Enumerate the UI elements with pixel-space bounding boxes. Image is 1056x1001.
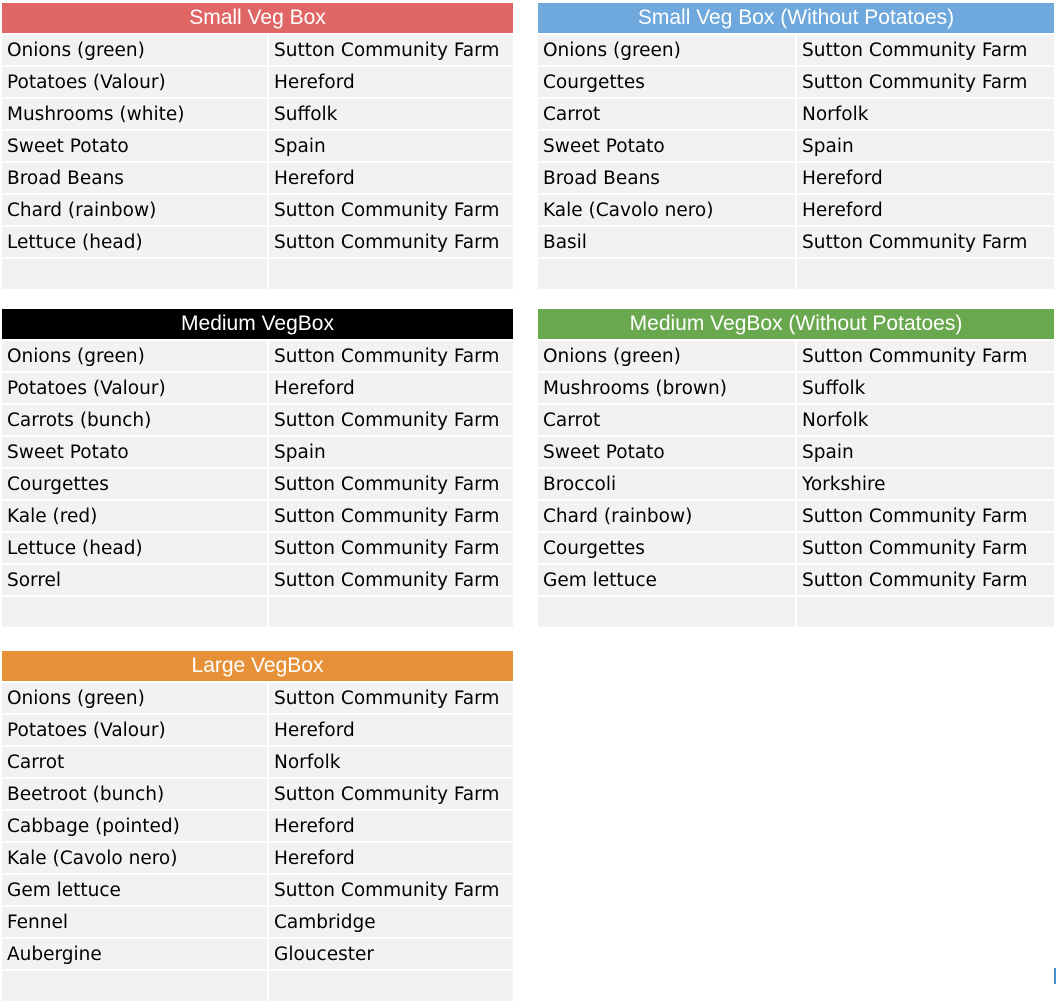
origin-cell — [269, 597, 513, 627]
vegetable-cell: Potatoes (Valour) — [2, 715, 267, 745]
origin-cell — [269, 259, 513, 289]
origin-cell: Sutton Community Farm — [269, 195, 513, 225]
origin-cell: Spain — [797, 437, 1054, 467]
table-row — [2, 779, 513, 809]
table-row — [2, 35, 513, 65]
vegetable-cell — [538, 597, 795, 627]
vegetable-cell: Onions (green) — [2, 341, 267, 371]
origin-cell: Cambridge — [269, 907, 513, 937]
table-row — [2, 437, 513, 467]
origin-cell: Sutton Community Farm — [269, 35, 513, 65]
vegetable-cell: Gem lettuce — [2, 875, 267, 905]
table-row — [2, 195, 513, 225]
vegetable-cell: Kale (Cavolo nero) — [538, 195, 795, 225]
vegetable-cell: Carrot — [538, 99, 795, 129]
vegetable-cell: Onions (green) — [538, 341, 795, 371]
vegetable-cell: Chard (rainbow) — [2, 195, 267, 225]
origin-cell: Sutton Community Farm — [269, 341, 513, 371]
table-row — [2, 683, 513, 713]
table-row — [2, 67, 513, 97]
vegetable-cell: Mushrooms (brown) — [538, 373, 795, 403]
table-row — [538, 373, 1054, 403]
origin-cell: Gloucester — [269, 939, 513, 969]
table-row — [538, 405, 1054, 435]
table-row — [2, 971, 513, 1001]
origin-cell: Yorkshire — [797, 469, 1054, 499]
table-row — [2, 533, 513, 563]
table-row — [538, 99, 1054, 129]
table-row — [538, 469, 1054, 499]
table-row — [2, 843, 513, 873]
box-title: Large VegBox — [2, 651, 513, 681]
table-row — [538, 67, 1054, 97]
box-title: Medium VegBox — [2, 309, 513, 339]
vegetable-cell: Carrot — [2, 747, 267, 777]
vegetable-cell: Broad Beans — [2, 163, 267, 193]
vegetable-cell: Sweet Potato — [538, 131, 795, 161]
table-row — [2, 373, 513, 403]
table-row — [538, 565, 1054, 595]
origin-cell: Sutton Community Farm — [269, 779, 513, 809]
table-row — [2, 227, 513, 257]
table-row — [2, 405, 513, 435]
vegetable-cell — [2, 259, 267, 289]
origin-cell: Sutton Community Farm — [269, 405, 513, 435]
medium-vegbox-without-potatoes — [538, 309, 1054, 627]
vegetable-cell: Cabbage (pointed) — [2, 811, 267, 841]
table-row — [2, 907, 513, 937]
table-row — [2, 259, 513, 289]
table-row — [538, 533, 1054, 563]
table-row — [538, 597, 1054, 627]
box-title: Small Veg Box — [2, 3, 513, 33]
vegetable-cell: Courgettes — [538, 67, 795, 97]
vegetable-cell: Potatoes (Valour) — [2, 373, 267, 403]
origin-cell: Norfolk — [797, 405, 1054, 435]
vegetable-cell: Gem lettuce — [538, 565, 795, 595]
vegetable-cell: Chard (rainbow) — [538, 501, 795, 531]
origin-cell: Spain — [269, 437, 513, 467]
table-row — [2, 597, 513, 627]
origin-cell: Sutton Community Farm — [797, 35, 1054, 65]
table-row — [2, 811, 513, 841]
table-row — [2, 715, 513, 745]
vegetable-cell: Mushrooms (white) — [2, 99, 267, 129]
table-row — [2, 875, 513, 905]
box-title: Small Veg Box (Without Potatoes) — [538, 3, 1054, 33]
vegetable-cell: Basil — [538, 227, 795, 257]
vegetable-cell — [2, 597, 267, 627]
origin-cell: Hereford — [269, 715, 513, 745]
origin-cell: Norfolk — [797, 99, 1054, 129]
table-row — [538, 341, 1054, 371]
origin-cell — [269, 971, 513, 1001]
origin-cell: Hereford — [797, 195, 1054, 225]
origin-cell: Hereford — [269, 843, 513, 873]
table-row — [538, 195, 1054, 225]
table-row — [538, 163, 1054, 193]
origin-cell: Sutton Community Farm — [269, 875, 513, 905]
table-row — [2, 341, 513, 371]
table-row — [2, 501, 513, 531]
origin-cell: Sutton Community Farm — [269, 469, 513, 499]
origin-cell: Hereford — [269, 67, 513, 97]
table-row — [2, 469, 513, 499]
vegetable-cell: Aubergine — [2, 939, 267, 969]
vegetable-cell: Beetroot (bunch) — [2, 779, 267, 809]
origin-cell: Spain — [797, 131, 1054, 161]
vegetable-cell: Sweet Potato — [538, 437, 795, 467]
origin-cell: Sutton Community Farm — [269, 501, 513, 531]
table-row — [2, 939, 513, 969]
vegetable-cell: Carrots (bunch) — [2, 405, 267, 435]
table-row — [538, 131, 1054, 161]
origin-cell: Hereford — [269, 163, 513, 193]
vegetable-cell: Lettuce (head) — [2, 533, 267, 563]
vegetable-cell: Sweet Potato — [2, 131, 267, 161]
table-row — [2, 565, 513, 595]
large-vegbox — [2, 651, 513, 1001]
vegetable-cell: Sorrel — [2, 565, 267, 595]
origin-cell: Suffolk — [797, 373, 1054, 403]
origin-cell: Norfolk — [269, 747, 513, 777]
table-row — [2, 163, 513, 193]
vegetable-cell: Courgettes — [2, 469, 267, 499]
origin-cell — [797, 597, 1054, 627]
vegetable-cell: Potatoes (Valour) — [2, 67, 267, 97]
table-row — [538, 437, 1054, 467]
origin-cell: Spain — [269, 131, 513, 161]
vegetable-cell: Fennel — [2, 907, 267, 937]
vegetable-cell — [538, 259, 795, 289]
origin-cell: Hereford — [269, 811, 513, 841]
vegetable-cell: Broccoli — [538, 469, 795, 499]
box-title: Medium VegBox (Without Potatoes) — [538, 309, 1054, 339]
vegetable-cell: Carrot — [538, 405, 795, 435]
origin-cell: Sutton Community Farm — [269, 227, 513, 257]
origin-cell: Sutton Community Farm — [269, 565, 513, 595]
vegetable-cell: Courgettes — [538, 533, 795, 563]
vegetable-cell: Kale (red) — [2, 501, 267, 531]
origin-cell: Sutton Community Farm — [269, 683, 513, 713]
vegetable-cell — [2, 971, 267, 1001]
origin-cell: Sutton Community Farm — [269, 533, 513, 563]
origin-cell: Sutton Community Farm — [797, 501, 1054, 531]
origin-cell: Sutton Community Farm — [797, 341, 1054, 371]
origin-cell — [797, 259, 1054, 289]
origin-cell: Hereford — [797, 163, 1054, 193]
origin-cell: Sutton Community Farm — [797, 533, 1054, 563]
origin-cell: Suffolk — [269, 99, 513, 129]
table-row — [538, 35, 1054, 65]
vegetable-cell: Onions (green) — [538, 35, 795, 65]
origin-cell: Sutton Community Farm — [797, 565, 1054, 595]
medium-vegbox — [2, 309, 513, 627]
table-row — [538, 227, 1054, 257]
small-veg-box — [2, 3, 513, 289]
vegetable-cell: Sweet Potato — [2, 437, 267, 467]
small-veg-box-without-potatoes — [538, 3, 1054, 289]
vegetable-cell: Kale (Cavolo nero) — [2, 843, 267, 873]
origin-cell: Sutton Community Farm — [797, 227, 1054, 257]
table-row — [538, 501, 1054, 531]
table-row — [538, 259, 1054, 289]
table-row — [2, 131, 513, 161]
origin-cell: Sutton Community Farm — [797, 67, 1054, 97]
vegetable-cell: Broad Beans — [538, 163, 795, 193]
vegetable-cell: Onions (green) — [2, 35, 267, 65]
table-row — [2, 99, 513, 129]
table-row — [2, 747, 513, 777]
vegetable-cell: Lettuce (head) — [2, 227, 267, 257]
origin-cell: Hereford — [269, 373, 513, 403]
vegetable-cell: Onions (green) — [2, 683, 267, 713]
